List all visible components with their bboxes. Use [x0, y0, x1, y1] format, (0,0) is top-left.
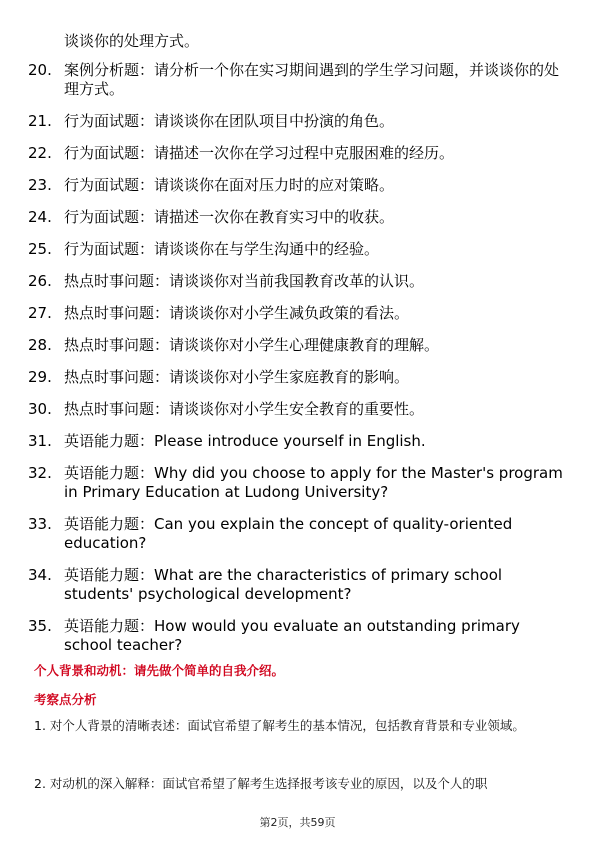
item-number: 34. [28, 566, 52, 584]
page-footer: 第2页，共59页 [259, 816, 336, 829]
list-item [28, 144, 568, 163]
item-text: 行为面试题：请谈谈你在团队项目中扮演的角色。 [64, 112, 395, 130]
list-item [28, 515, 568, 553]
list-item [28, 176, 568, 195]
list-item [28, 112, 568, 131]
item-number: 28. [28, 336, 52, 354]
item-number: 23. [28, 176, 52, 194]
item-number: 26. [28, 272, 52, 290]
item-number: 22. [28, 144, 52, 162]
section-title: 个人背景和动机：请先做个简单的自我介绍。 [34, 663, 285, 678]
question-list [28, 61, 568, 668]
analysis-heading: 考察点分析 [34, 692, 97, 707]
item-text: 热点时事问题：请谈谈你对小学生家庭教育的影响。 [64, 368, 410, 386]
list-item [28, 304, 568, 323]
list-item [28, 61, 568, 99]
item-text: 热点时事问题：请谈谈你对小学生心理健康教育的理解。 [64, 336, 440, 354]
item-text: 行为面试题：请描述一次你在教育实习中的收获。 [64, 208, 395, 226]
list-item [28, 617, 568, 655]
item-text: 行为面试题：请谈谈你在面对压力时的应对策略。 [64, 176, 395, 194]
list-item [28, 336, 568, 355]
list-item [28, 272, 568, 291]
list-item [28, 368, 568, 387]
item-number: 31. [28, 432, 52, 450]
item-number: 30. [28, 400, 52, 418]
item-text: 英语能力题：What are the characteristics of primary school students' psychological development? [64, 566, 503, 603]
item-number: 27. [28, 304, 52, 322]
item-text: 英语能力题：Why did you choose to apply for the Master's program in Primary Education at Ludong University? [64, 464, 563, 501]
item-text: 行为面试题：请描述一次你在学习过程中克服困难的经历。 [64, 144, 455, 162]
item-text: 热点时事问题：请谈谈你对小学生安全教育的重要性。 [64, 400, 425, 418]
analysis-point: 1. 对个人背景的清晰表述：面试官希望了解考生的基本情况，包括教育背景和专业领域。 [34, 718, 525, 733]
item-text: 案例分析题：请分析一个你在实习期间遇到的学生学习问题，并谈谈你的处理方式。 [64, 61, 560, 98]
analysis-point: 2. 对动机的深入解释：面试官希望了解考生选择报考该专业的原因，以及个人的职 [34, 776, 488, 791]
list-item [28, 240, 568, 259]
item-number: 24. [28, 208, 52, 226]
item-number: 29. [28, 368, 52, 386]
list-item [28, 208, 568, 227]
item-number: 20. [28, 61, 52, 79]
item-text: 热点时事问题：请谈谈你对小学生减负政策的看法。 [64, 304, 410, 322]
item-number: 25. [28, 240, 52, 258]
list-item [28, 566, 568, 604]
item-text: 热点时事问题：请谈谈你对当前我国教育改革的认识。 [64, 272, 425, 290]
item-number: 35. [28, 617, 52, 635]
item-text: 英语能力题：Can you explain the concept of quality-oriented education? [64, 515, 513, 552]
item-number: 32. [28, 464, 52, 482]
item-text: 行为面试题：请谈谈你在与学生沟通中的经验。 [64, 240, 380, 258]
item-number: 21. [28, 112, 52, 130]
item-text: 英语能力题：How would you evaluate an outstanding primary school teacher? [64, 617, 520, 654]
item-number: 33. [28, 515, 52, 533]
list-item [28, 432, 568, 451]
item-text: 英语能力题：Please introduce yourself in English. [64, 432, 426, 450]
list-item [28, 400, 568, 419]
continuation-line: 谈谈你的处理方式。 [64, 32, 200, 50]
list-item [28, 464, 568, 502]
